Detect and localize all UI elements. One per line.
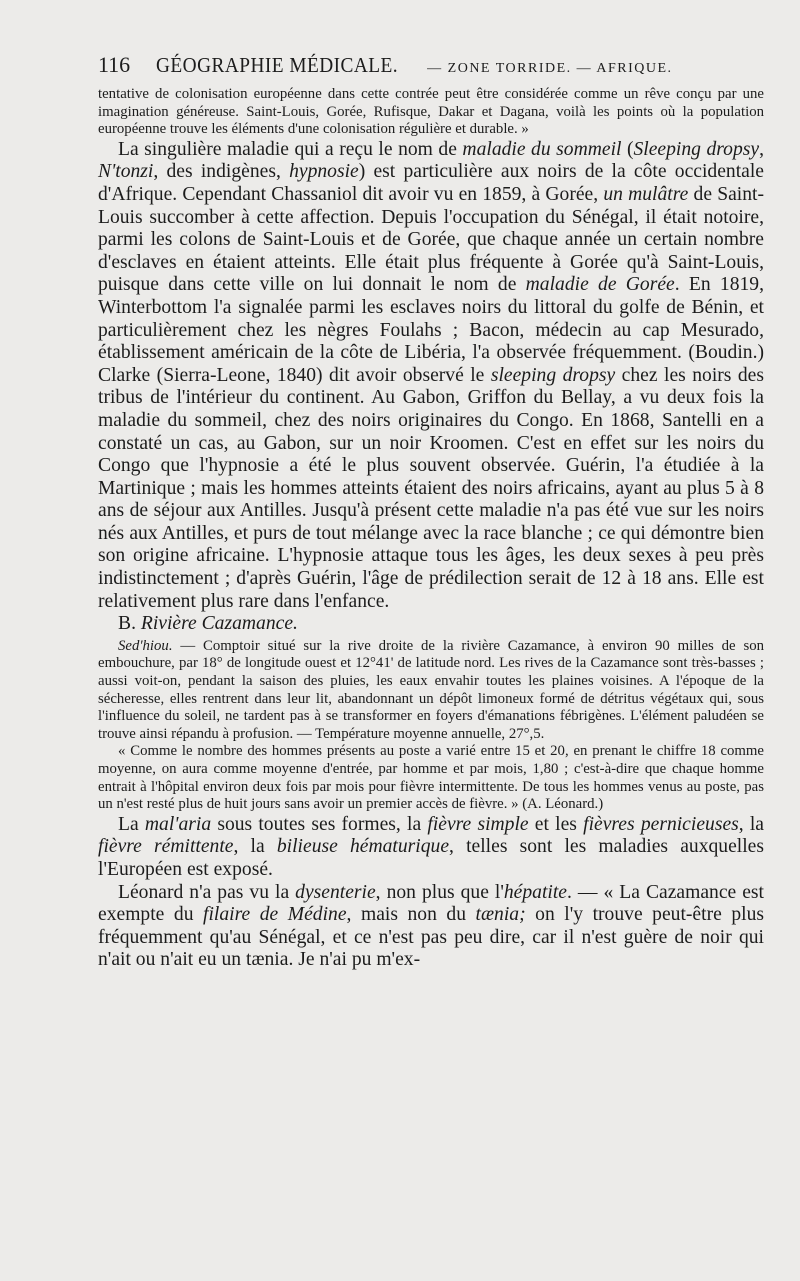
running-subtitle: — ZONE TORRIDE. — AFRIQUE. bbox=[427, 61, 673, 76]
running-title: GÉOGRAPHIE MÉDICALE. bbox=[156, 53, 399, 77]
place-name: Sed'hiou. bbox=[118, 637, 173, 654]
section-letter: B. bbox=[118, 613, 136, 635]
paragraph-leonard: Léonard n'a pas vu la dysenterie, non plus que l'hépatite. — « La Cazamance est exempte du filaire de Médine, mais non du tænia; on l'y trouve peut-être plus fréquemment qu'au Sénégal, et ce n'est pas peu dire, car il n'est guère de noir qui n'ait ou n'ait eu un tænia. Je n'ai pu m'ex- bbox=[98, 881, 764, 971]
page-header bbox=[98, 52, 764, 78]
quote-leonard: « Comme le nombre des hommes présents au poste a varié entre 15 et 20, en prenant le chiffre 18 comme moyenne, on aura comme moyenne d'entrée, par homme et par mois, 1,80 ; c'est-à-dire que chaque homme entrait à l'hôpital environ deux fois par mois pour fièvre intermittente. De tous les hommes venus au poste, pas un n'est resté plus de huit jours sans avoir un premier accès de fièvre. » (A. Léonard.) bbox=[98, 743, 764, 813]
quote-continuation: tentative de colonisation européenne dans cette contrée peut être considérée comme un rêve conçu par une imagination généreuse. Saint-Louis, Gorée, Rufisque, Dakar et Dagana, voilà les points où la population européenne trouve les éléments d'une colonisation régulière et durable. » bbox=[98, 86, 764, 138]
paragraph-sleeping-sickness: La singulière maladie qui a reçu le nom de maladie du sommeil (Sleeping dropsy, N'tonzi, des indigènes, hypnosie) est particulière aux noirs de la côte occidentale d'Afrique. Cependant Chassaniol dit avoir vu en 1859, à Gorée, un mulâtre de Saint-Louis succomber à cette affection. Depuis l'occupation du Sénégal, il était notoire, parmi les colons de Saint-Louis et de Gorée, que chaque année un certain nombre d'esclaves en étaient atteints. Elle était plus fréquente à Gorée qu'à Saint-Louis, puisque dans cette ville on lui donnait le nom de maladie de Gorée. En 1819, Winterbottom l'a signalée parmi les esclaves noirs du littoral du golfe de Bénin, et particulièrement chez les nègres Foulahs ; Bacon, médecin au cap Mesurado, établissement américain de la côte de Libéria, l'a observée fréquemment. (Boudin.) Clarke (Sierra-Leone, 1840) dit avoir observé le sleeping dropsy chez les noirs des tribus de l'intérieur du continent. Au Gabon, Griffon du Bellay, a vu deux fois la maladie du sommeil, chez des noirs originaires du Congo. En 1868, Santelli en a constaté un cas, au Gabon, sur un noir Kroomen. C'est en effet sur les noirs du Congo que l'hypnosie a été le plus souvent observée. Guérin, l'a étudiée à la Martinique ; mais les hommes atteints étaient des noirs africains, ayant au plus 5 à 8 ans de séjour aux Antilles. Jusqu'à présent cette maladie n'a pas été vue sur les noirs nés aux Antilles, et purs de tout mélange avec la race blanche ; ce qui démontre bien son origine africaine. L'hypnosie attaque tous les âges, les deux sexes à peu près indistinctement ; d'après Guérin, l'âge de prédilection serait de 12 à 18 ans. Elle est relativement plus rare dans l'enfance. bbox=[98, 138, 765, 612]
section-heading bbox=[118, 613, 764, 636]
page-number: 116 bbox=[98, 52, 131, 77]
page-body bbox=[98, 86, 764, 972]
paragraph-malaria: La mal'aria sous toutes ses formes, la fièvre simple et les fièvres pernicieuses, la fièvre rémittente, la bilieuse hématurique, telles sont les maladies auxquelles l'Européen est exposé. bbox=[98, 813, 765, 880]
paragraph-sedhiou: Sed'hiou. — Comptoir situé sur la rive droite de la rivière Cazamance, à environ 90 milles de son embouchure, par 18° de longitude ouest et 12°41' de latitude nord. Les rives de la Cazamance sont très-basses ; aussi voit-on, pendant la saison des pluies, les eaux envahir toutes les plaines voisines. A l'époque de la sécheresse, elles rentrent dans leur lit, abandonnant un dépôt limoneux formé de détritus végétaux qui, sous l'influence du soleil, ne tardent pas à se transformer en foyers d'émanations fébrigènes. L'élément paludéen se trouve ainsi répandu à profusion. — Température moyenne annuelle, 27°,5. bbox=[98, 637, 764, 742]
section-title: Rivière Cazamance. bbox=[140, 613, 298, 635]
